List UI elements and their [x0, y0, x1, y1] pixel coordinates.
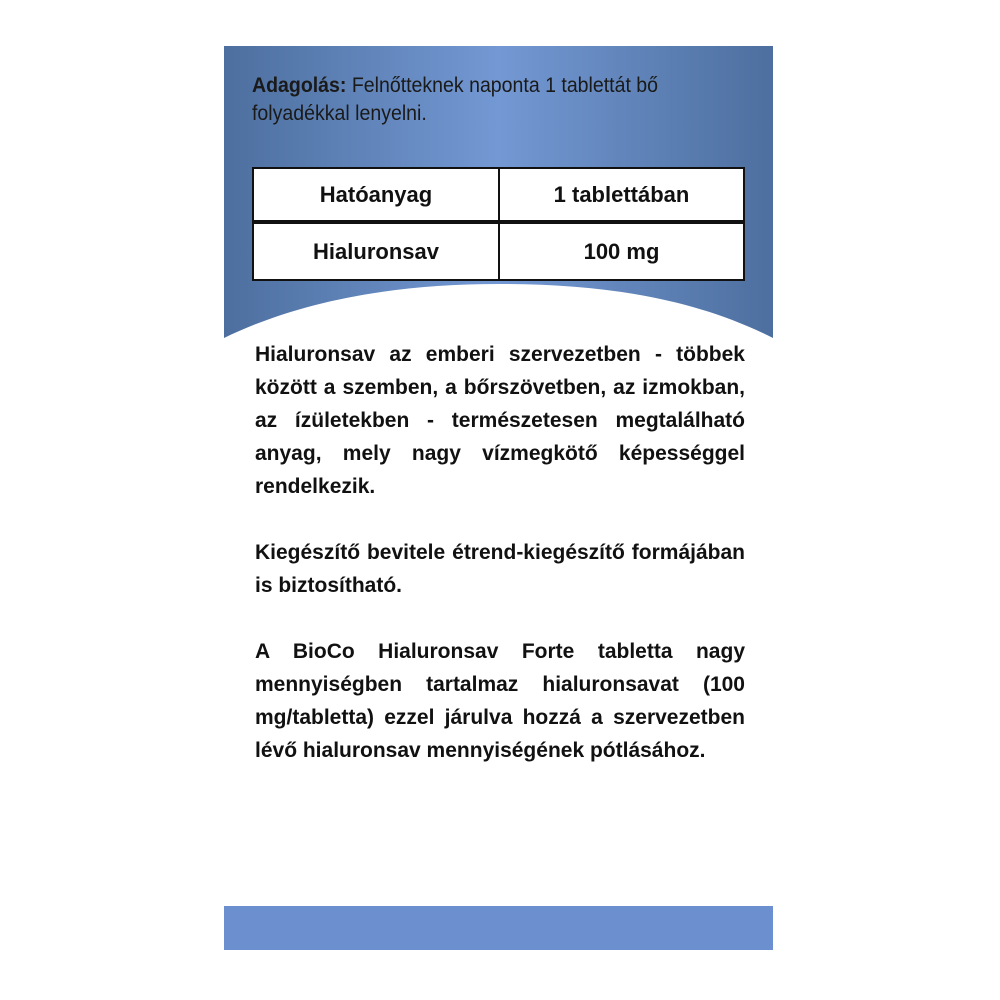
description-text	[255, 338, 745, 800]
label-panel	[224, 46, 773, 906]
dosage-instructions: Felnőtteknek naponta 1 tablettát bő folyadékkal lenyelni.	[252, 74, 659, 125]
paragraph-supplement-info: Kiegészítő bevitele étrend-kiegészítő formájában is biztosítható.	[255, 541, 745, 597]
header-band	[224, 46, 773, 346]
ingredient-table	[252, 167, 745, 281]
table-cell-ingredient-amount: 100 mg	[583, 238, 660, 264]
paragraph-hyaluronic-description: Hialuronsav az emberi szervezetben - többek között a szemben, a bőrszövetben, az izmokban, az ízületekben - természetesen megtalálható anyag, mely nagy vízmegkötő képességgel rendelkezik.	[255, 343, 745, 498]
bottom-band	[224, 906, 773, 950]
table-cell-ingredient-name: Hialuronsav	[313, 238, 439, 264]
dosage-label: Adagolás:	[252, 74, 347, 97]
dosage-text	[252, 72, 717, 128]
paragraph-product-info: A BioCo Hialuronsav Forte tabletta nagy mennyiségben tartalmaz hialuronsavat (100 mg/tabletta) ezzel járulva hozzá a szervezetben lévő hialuronsav mennyiségének pótlásához.	[255, 640, 745, 762]
table-header-per-tablet: 1 tablettában	[553, 181, 690, 207]
table-header-ingredient: Hatóanyag	[319, 181, 433, 207]
